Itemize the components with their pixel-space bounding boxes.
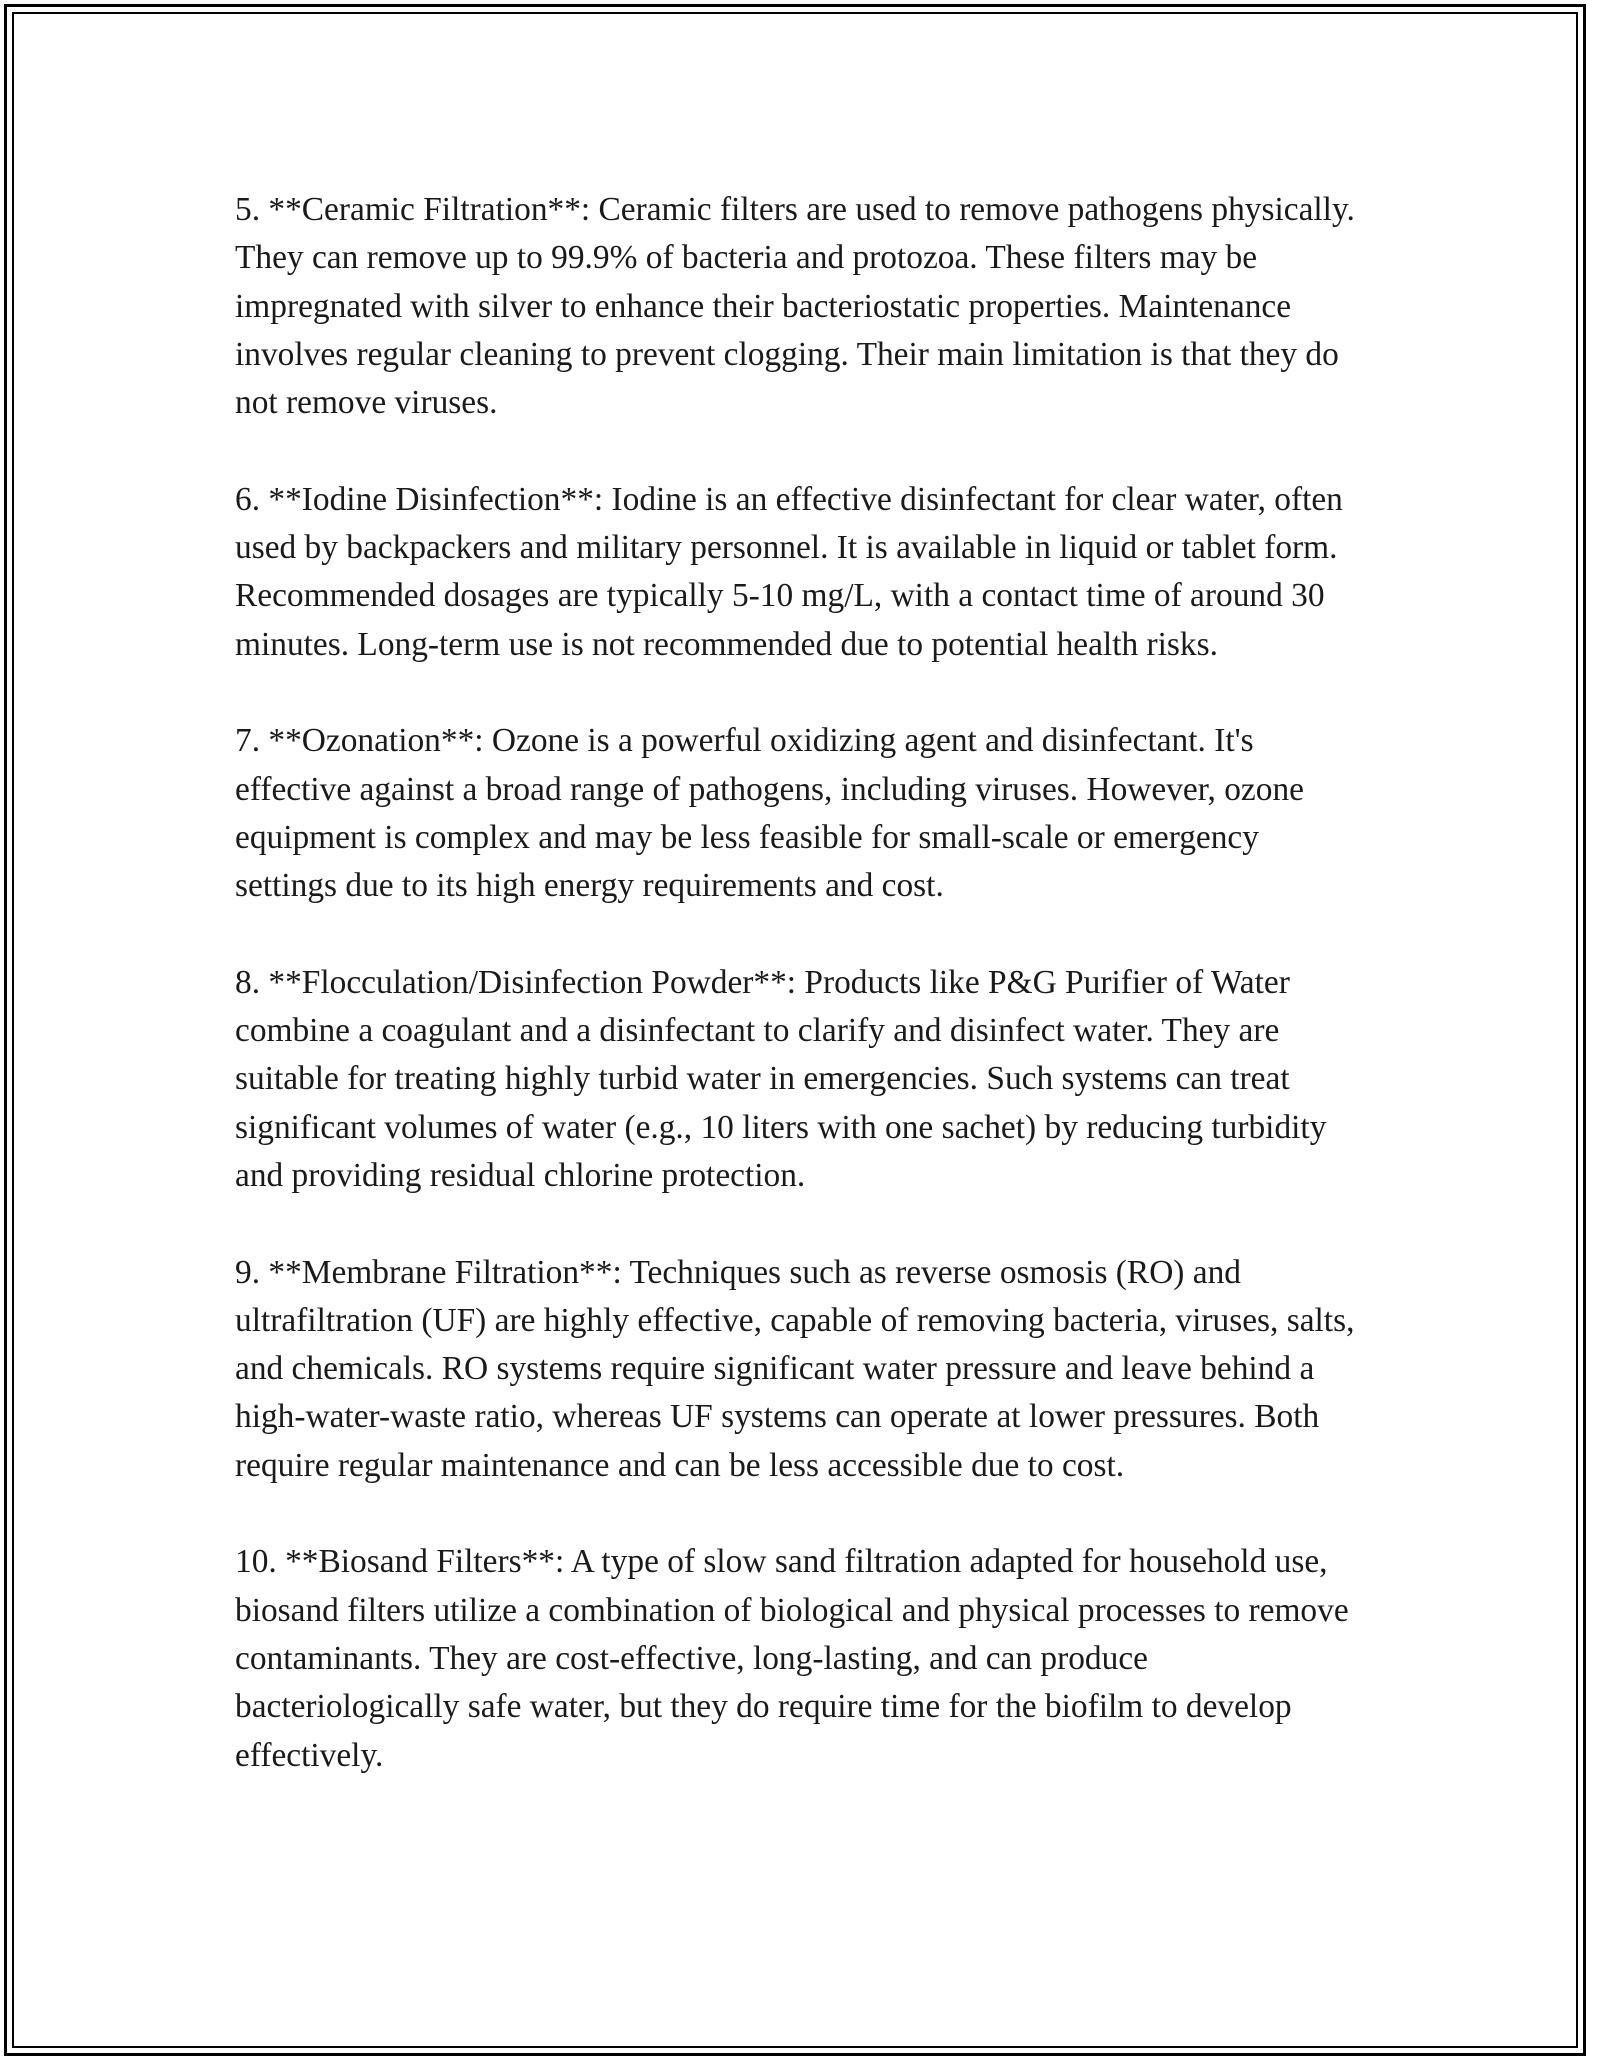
paragraph-biosand-filters: 10. **Biosand Filters**: A type of slow sand filtration adapted for household use, biosand filters utilize a combination of biological and physical processes to remove contaminants. They are cost-effective, long-lasting, and can produce bacteriologically safe water, but they do require time for the biofilm to develop effectively.: [235, 1543, 1349, 1774]
paragraph-ceramic-filtration: 5. **Ceramic Filtration**: Ceramic filters are used to remove pathogens physically. They can remove up to 99.9% of bacteria and protozoa. These filters may be impregnated with silver to enhance their bacteriostatic properties. Maintenance involves regular cleaning to prevent clogging. Their main limitation is that they do not remove viruses.: [235, 191, 1355, 422]
document-body: [235, 186, 1365, 1780]
paragraph-iodine-disinfection: 6. **Iodine Disinfection**: Iodine is an effective disinfectant for clear water, often used by backpackers and military personnel. It is available in liquid or tablet form. Recommended dosages are typically 5-10 mg/L, with a contact time of around 30 minutes. Long-term use is not recommended due to potential health risks.: [235, 480, 1343, 663]
paragraph-membrane-filtration: 9. **Membrane Filtration**: Techniques such as reverse osmosis (RO) and ultrafiltration (UF) are highly effective, capable of removing bacteria, viruses, salts, and chemicals. RO systems require significant water pressure and leave behind a high-water-waste ratio, whereas UF systems can operate at lower pressures. Both require regular maintenance and can be less accessible due to cost.: [235, 1253, 1355, 1484]
paragraph-ozonation: 7. **Ozonation**: Ozone is a powerful oxidizing agent and disinfectant. It's effective against a broad range of pathogens, including viruses. However, ozone equipment is complex and may be less feasible for small-scale or emergency settings due to its high energy requirements and cost.: [235, 722, 1304, 905]
paragraph-flocculation-disinfection-powder: 8. **Flocculation/Disinfection Powder**: Products like P&G Purifier of Water combine a coagulant and a disinfectant to clarify and disinfect water. They are suitable for treating highly turbid water in emergencies. Such systems can treat significant volumes of water (e.g., 10 liters with one sachet) by reducing turbidity and providing residual chlorine protection.: [235, 963, 1327, 1194]
